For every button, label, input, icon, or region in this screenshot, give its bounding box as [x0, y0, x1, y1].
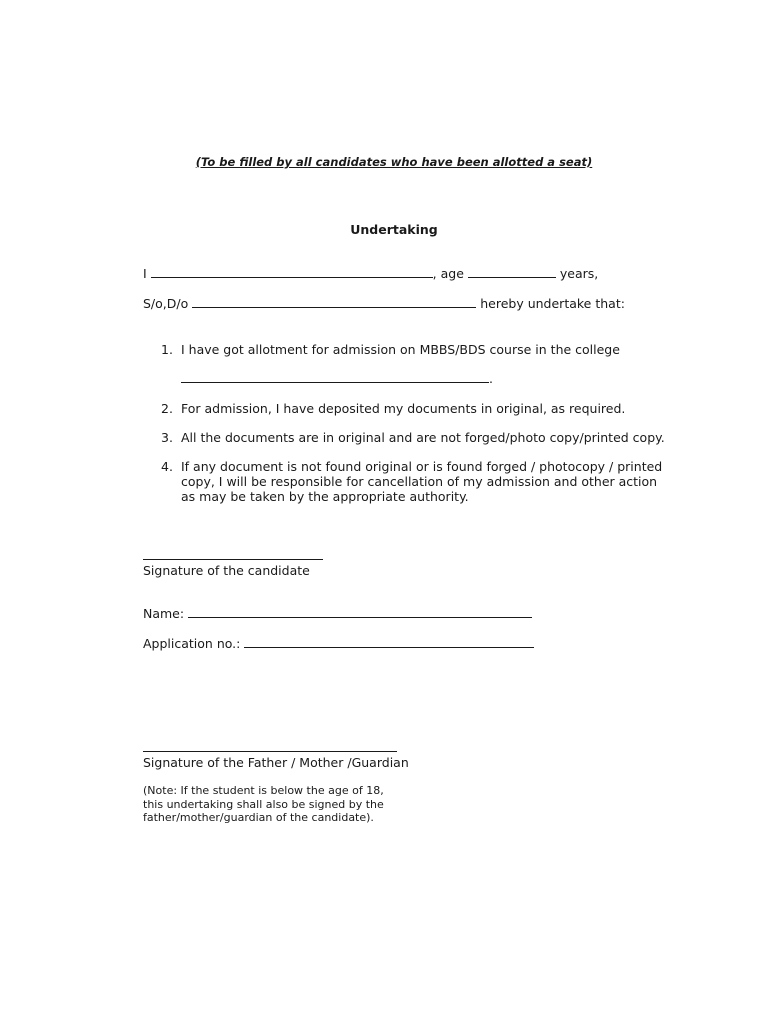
candidate-signature-label: Signature of the candidate — [143, 563, 310, 578]
note-line: father/mother/guardian of the candidate). — [143, 811, 374, 824]
college-blank-row — [181, 371, 493, 386]
college-blank-period: . — [489, 371, 493, 386]
item-text: I have got allotment for admission on MBBS/BDS course in the college — [181, 342, 620, 357]
age-label: , age — [432, 266, 464, 281]
name-label: Name: — [143, 606, 185, 621]
item-number: 2. — [161, 401, 173, 416]
note-line: this undertaking shall also be signed by the — [143, 797, 384, 811]
item-text: All the documents are in original and are not forged/photo copy/printed copy. — [181, 430, 665, 445]
item-text: copy, I will be responsible for cancellation of my admission and other action — [181, 474, 658, 489]
candidate-name-blank[interactable] — [151, 276, 433, 278]
guardian-signature-line[interactable] — [143, 751, 397, 752]
application-number-field[interactable] — [244, 646, 534, 648]
years-label: years, — [559, 266, 599, 281]
declaration-prefix: I — [143, 266, 147, 281]
relation-label: S/o,D/o — [143, 296, 189, 311]
application-row — [143, 636, 534, 651]
item-number: 1. — [161, 342, 173, 357]
item-number: 4. — [161, 459, 173, 474]
item-number: 3. — [161, 430, 173, 445]
candidate-signature-line[interactable] — [143, 559, 323, 560]
college-name-blank[interactable] — [181, 381, 489, 383]
declaration-line-1 — [143, 266, 598, 281]
application-label: Application no.: — [143, 636, 241, 651]
name-field[interactable] — [188, 616, 532, 618]
age-blank[interactable] — [468, 276, 556, 278]
document-title: Undertaking — [350, 222, 438, 237]
declaration-line-2 — [143, 296, 625, 311]
item-text: as may be taken by the appropriate authority. — [181, 489, 469, 504]
note-line: (Note: If the student is below the age of 18, — [143, 784, 384, 797]
item-text: If any document is not found original or is found forged / photocopy / printed — [181, 459, 663, 474]
name-row — [143, 606, 532, 621]
item-text: For admission, I have deposited my documents in original, as required. — [181, 401, 626, 416]
instruction-heading: (To be filled by all candidates who have been allotted a seat) — [195, 155, 593, 169]
parent-name-blank[interactable] — [192, 306, 476, 308]
guardian-note — [143, 784, 384, 825]
undertake-label: hereby undertake that: — [480, 296, 625, 311]
guardian-signature-label: Signature of the Father / Mother /Guardian — [143, 755, 409, 770]
